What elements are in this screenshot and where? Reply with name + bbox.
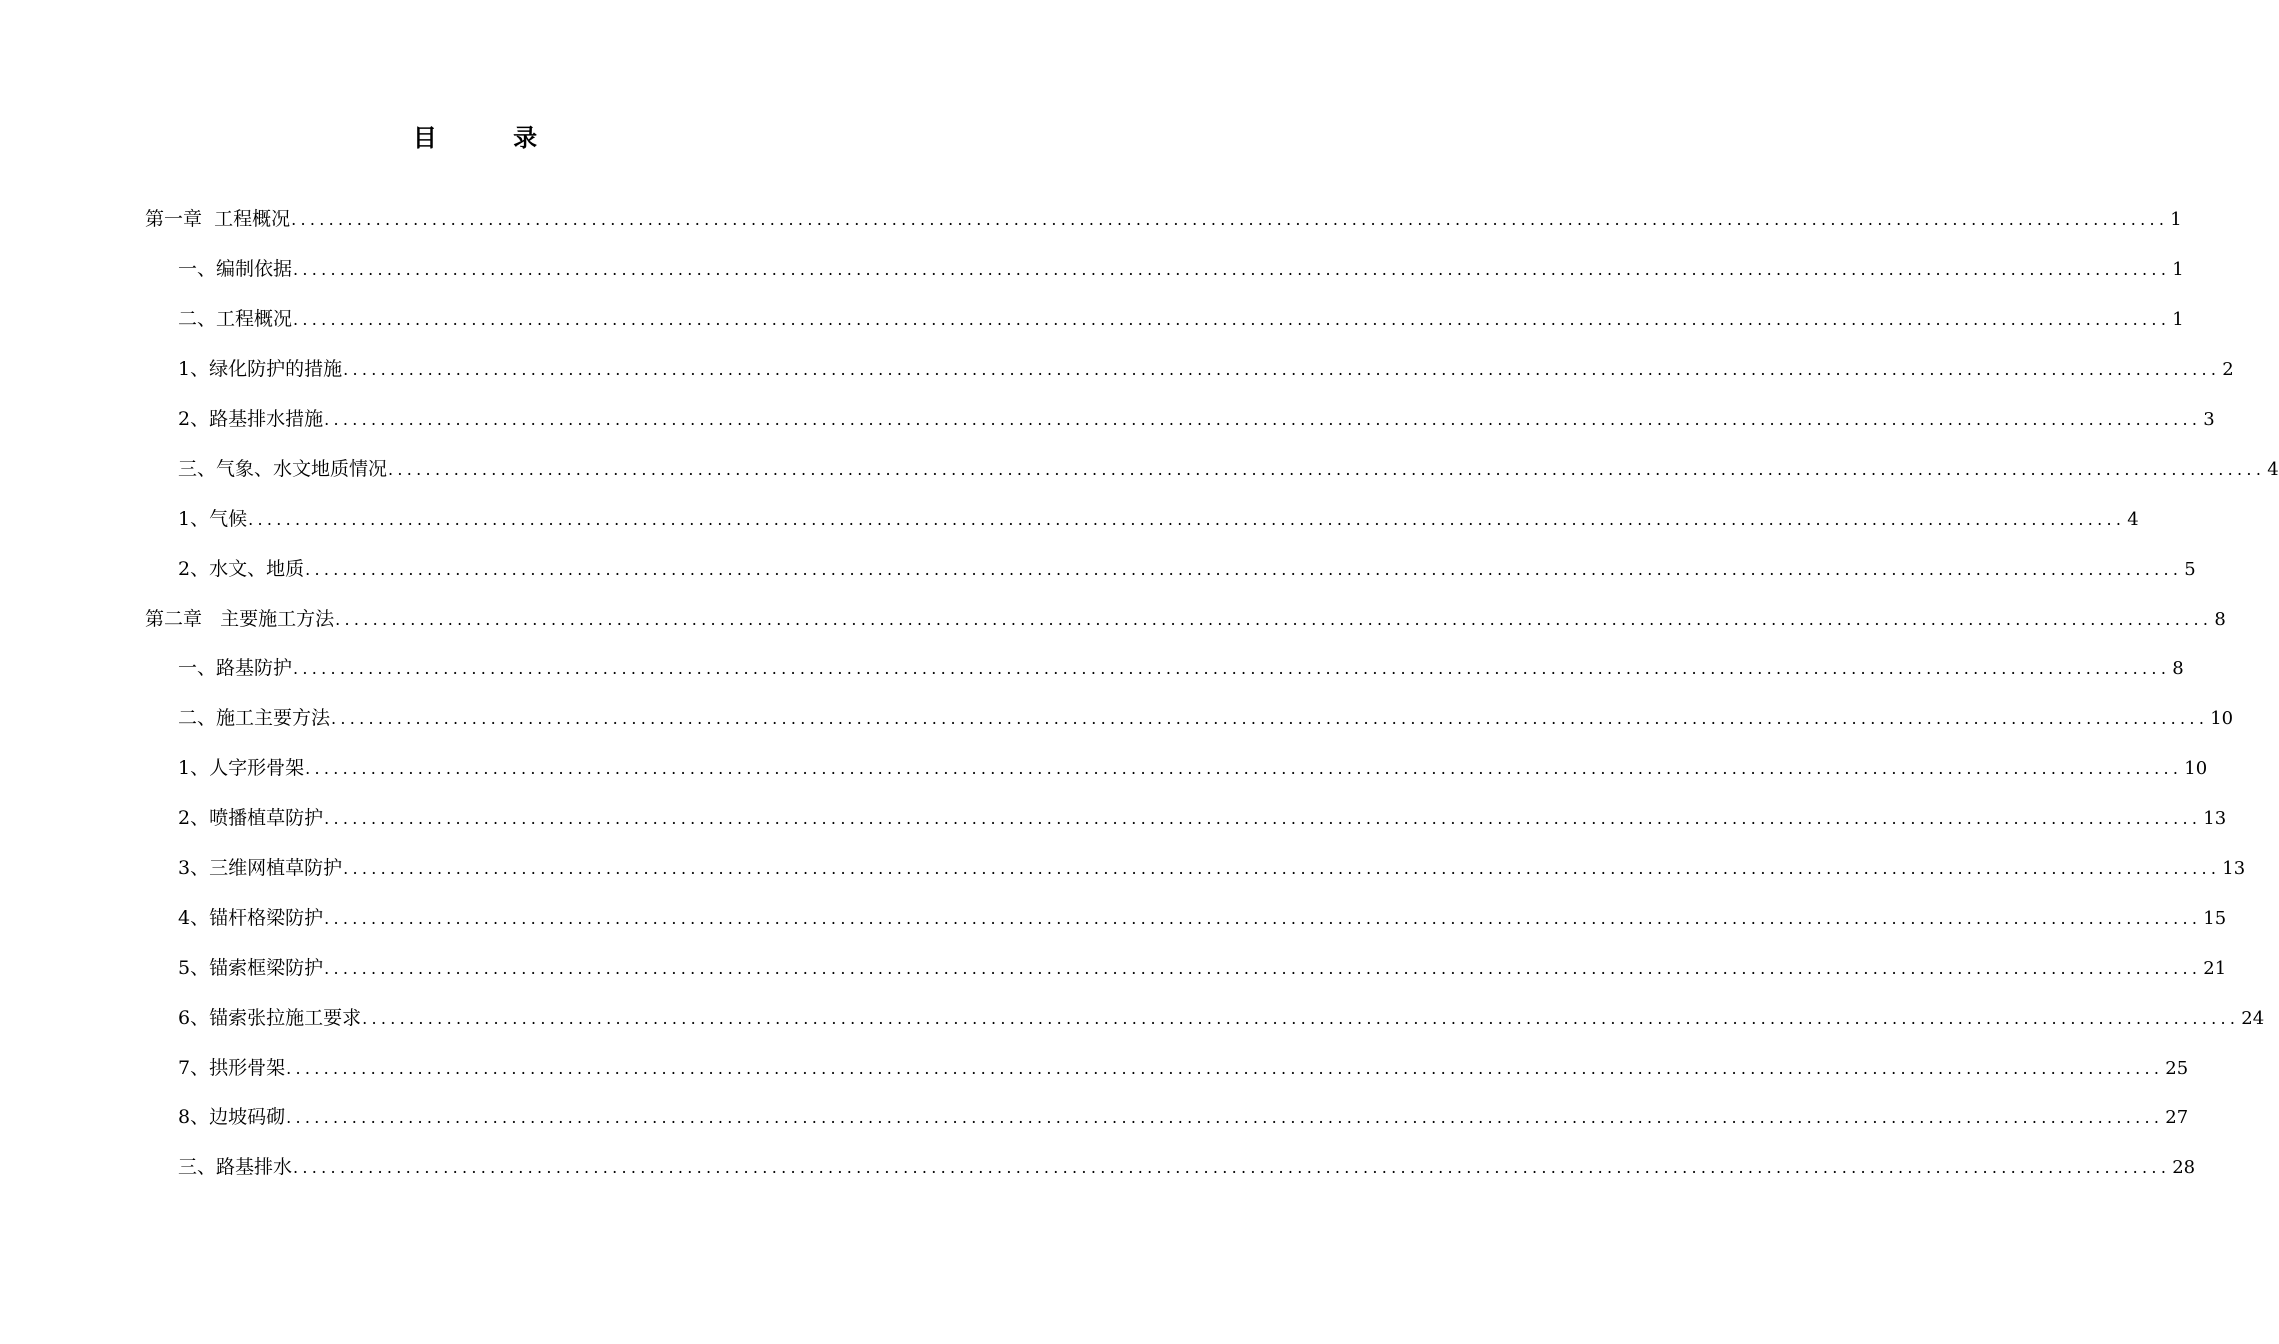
toc-leader-dots: ........................................................................................................................................................................................................ xyxy=(293,1158,2171,1178)
toc-entry xyxy=(0,1143,2196,1193)
toc-entry xyxy=(0,694,2234,744)
toc-entry-text: 1、人字形骨架 xyxy=(178,757,305,780)
toc-entry-text: 3、三维网植草防护 xyxy=(178,857,343,880)
toc-entry-text: 一、编制依据 xyxy=(178,258,293,281)
toc-page-number: 25 xyxy=(2165,1057,2189,1079)
toc-page-number: 3 xyxy=(2203,409,2215,430)
toc-page-number: 4 xyxy=(2267,458,2279,480)
toc-leader-dots: ........................................................................................................................................................................................................ xyxy=(286,1108,2164,1128)
toc-entry-text: 8、边坡码砌 xyxy=(178,1106,286,1129)
toc-page-number: 8 xyxy=(2172,658,2184,680)
toc-page-number: 1 xyxy=(2172,309,2184,331)
toc-entry xyxy=(0,295,2184,345)
toc-leader-dots: ........................................................................................................................................................................................................ xyxy=(324,908,2202,928)
toc-entry-text: 第二章 主要施工方法 xyxy=(145,607,335,630)
toc-page-number: 1 xyxy=(2172,259,2184,281)
toc-entry-text: 1、绿化防护的措施 xyxy=(178,358,343,381)
toc-page-number: 10 xyxy=(2184,758,2208,780)
toc-leader-dots: ........................................................................................................................................................................................................ xyxy=(286,1058,2164,1078)
toc-entry xyxy=(0,1093,2189,1143)
toc-entry-text: 一、路基防护 xyxy=(178,657,293,680)
toc-entry xyxy=(0,494,2139,544)
toc-entry xyxy=(0,544,2196,594)
toc-leader-dots: ........................................................................................................................................................................................................ xyxy=(335,609,2213,629)
toc-page-number: 24 xyxy=(2241,1007,2265,1029)
toc-page-number: 27 xyxy=(2165,1107,2189,1129)
toc-page-number: 15 xyxy=(2203,907,2227,929)
toc-entry-text: 三、路基排水 xyxy=(178,1156,293,1179)
toc-entry xyxy=(0,444,2279,494)
toc-entry-text: 7、拱形骨架 xyxy=(178,1056,286,1079)
toc-entry xyxy=(0,844,2246,894)
toc-entry xyxy=(0,943,2227,993)
toc-leader-dots: ........................................................................................................................................................................................................ xyxy=(324,410,2202,429)
toc-entry-text: 2、喷播植草防护 xyxy=(178,807,324,830)
toc-leader-dots: ........................................................................................................................................................................................................ xyxy=(293,310,2171,330)
toc-entry xyxy=(0,195,2182,245)
toc-leader-dots: ........................................................................................................................................................................................................ xyxy=(293,659,2171,679)
toc-page-number: 5 xyxy=(2184,558,2196,580)
toc-entry-text: 4、锚杆格梁防护 xyxy=(178,906,324,929)
toc-entry-text: 2、路基排水措施 xyxy=(178,408,324,430)
toc-leader-dots: ........................................................................................................................................................................................................ xyxy=(324,809,2202,829)
toc-page-number: 10 xyxy=(2210,708,2234,730)
toc-leader-dots: ........................................................................................................................................................................................................ xyxy=(343,859,2221,879)
toc-entry xyxy=(0,245,2184,295)
toc-page-number: 21 xyxy=(2203,957,2227,979)
toc-leader-dots: ........................................................................................................................................................................................................ xyxy=(362,1008,2240,1028)
toc-entry xyxy=(0,345,2234,395)
toc-entry-text: 二、工程概况 xyxy=(178,308,293,331)
toc-entry-text: 2、水文、地质 xyxy=(178,557,305,580)
toc-leader-dots: ........................................................................................................................................................................................................ xyxy=(305,559,2183,579)
toc-leader-dots: ........................................................................................................................................................................................................ xyxy=(293,260,2171,280)
toc-leader-dots: ........................................................................................................................................................................................................ xyxy=(305,759,2183,779)
toc-entry xyxy=(0,594,2226,644)
toc-entry-text: 6、锚索张拉施工要求 xyxy=(178,1006,362,1029)
toc-entry-text: 1、气候 xyxy=(178,507,248,530)
toc-leader-dots: ........................................................................................................................................................................................................ xyxy=(248,509,2126,529)
toc-page-number: 1 xyxy=(2170,209,2182,231)
toc-entry xyxy=(0,1043,2189,1093)
toc-entry xyxy=(0,794,2227,844)
toc-leader-dots: ........................................................................................................................................................................................................ xyxy=(324,958,2202,978)
toc-entry xyxy=(0,893,2227,943)
toc-entry xyxy=(0,644,2184,694)
toc-entry xyxy=(0,993,2265,1043)
toc-leader-dots: ........................................................................................................................................................................................................ xyxy=(291,210,2169,230)
toc-page-number: 4 xyxy=(2127,508,2139,530)
toc-leader-dots: ........................................................................................................................................................................................................ xyxy=(388,459,2266,479)
toc-entry-text: 二、施工主要方法 xyxy=(178,707,331,730)
toc-leader-dots: ........................................................................................................................................................................................................ xyxy=(343,360,2221,380)
toc-leader-dots: ........................................................................................................................................................................................................ xyxy=(331,709,2209,729)
toc-page-number: 8 xyxy=(2214,608,2226,630)
toc-title: 目 录 xyxy=(412,123,572,152)
toc-page-number: 13 xyxy=(2203,808,2227,830)
toc-entry xyxy=(0,395,2215,445)
toc-page-number: 2 xyxy=(2222,359,2234,381)
toc-entry-text: 5、锚索框梁防护 xyxy=(178,956,324,979)
toc-entry-text: 三、气象、水文地质情况 xyxy=(178,457,388,480)
toc-page-number: 13 xyxy=(2222,858,2246,880)
toc-entry-text: 第一章 工程概况 xyxy=(145,208,291,231)
toc-page-number: 28 xyxy=(2172,1157,2196,1179)
toc-list xyxy=(0,195,2279,1193)
toc-entry xyxy=(0,744,2208,794)
